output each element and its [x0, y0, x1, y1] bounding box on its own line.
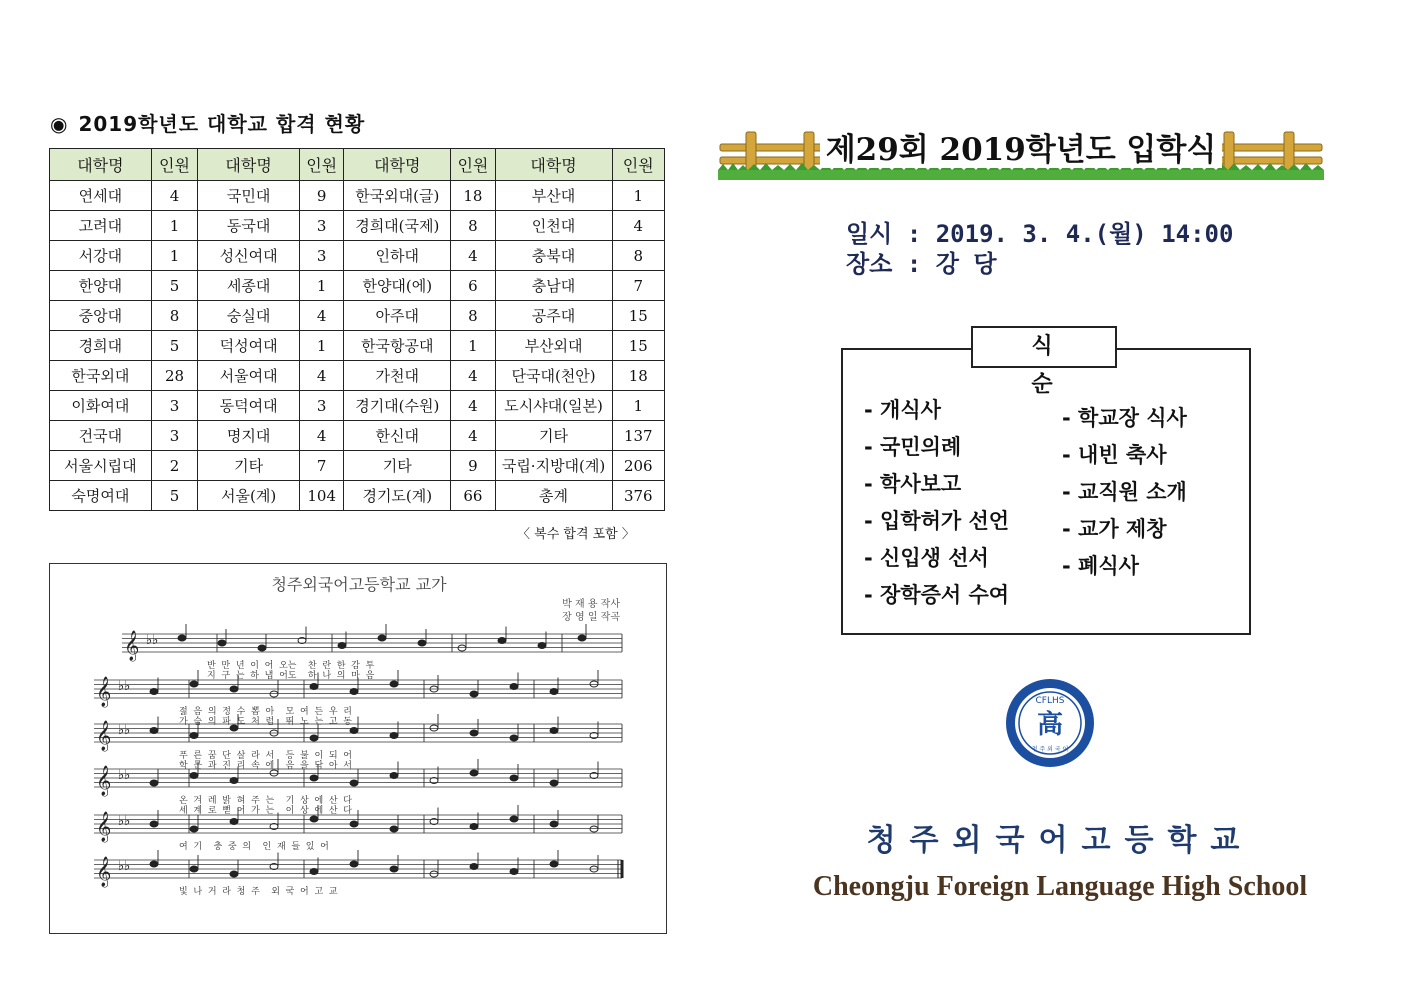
count-cell: 376 [612, 481, 664, 511]
count-cell: 1 [151, 211, 197, 241]
university-name-cell: 중앙대 [50, 301, 152, 331]
bullet-icon: ◉ [50, 112, 69, 136]
lyric-line: 반 만 년 이 어 오는 찬 란 한 감 투 [207, 661, 375, 671]
university-name-cell: 경희대(국제) [344, 211, 451, 241]
event-place: 장소 : 강 당 [846, 250, 997, 278]
count-cell: 206 [612, 451, 664, 481]
admissions-table [49, 148, 665, 511]
grass-strip [718, 170, 1324, 180]
order-list-right [1062, 400, 1187, 585]
count-cell: 8 [451, 301, 495, 331]
table-row [50, 331, 665, 361]
note-head [310, 775, 318, 781]
note-head [510, 775, 518, 781]
university-name-cell: 인하대 [344, 241, 451, 271]
lyric-line: 빛 나 거 라 청 주 외 국 어 고 교 [179, 887, 338, 897]
lyric-line: 학 문 과 진 리 속 에 음 을 닦 아 서 [179, 761, 352, 771]
note-head [310, 816, 318, 822]
note-head [338, 643, 346, 649]
lyric-line: 온 겨 레 밝 혀 주 는 기 상 에 산 다 [179, 796, 352, 806]
lyric-line: 가 슴 의 파 도 처 럼 뛰 노 는 고 동 [179, 717, 352, 727]
ceremony-order-item: - 개식사 [864, 398, 941, 422]
score-credits [562, 598, 620, 624]
note-head [350, 821, 358, 827]
note-head [230, 871, 238, 877]
note-head [350, 861, 358, 867]
composer-credit: 장 영 일 작곡 [562, 612, 620, 623]
note-head [190, 773, 198, 779]
count-cell: 3 [151, 421, 197, 451]
university-name-cell: 기타 [495, 421, 612, 451]
university-name-cell: 부산외대 [495, 331, 612, 361]
note-head [150, 821, 158, 827]
ceremony-order-item: - 교가 제창 [1062, 517, 1167, 541]
table-row [50, 181, 665, 211]
university-name-cell: 충북대 [495, 241, 612, 271]
university-name-cell: 한국외대 [50, 361, 152, 391]
university-name-cell: 경희대 [50, 331, 152, 361]
count-cell: 8 [451, 211, 495, 241]
university-name-cell: 명지대 [198, 421, 300, 451]
count-cell: 9 [300, 181, 344, 211]
note-head [390, 733, 398, 739]
university-name-cell: 부산대 [495, 181, 612, 211]
score-title: 청주외국어고등학교 교가 [271, 575, 447, 594]
note-head [218, 640, 226, 646]
count-cell: 1 [451, 331, 495, 361]
note-head [430, 725, 438, 731]
note-head [510, 735, 518, 741]
key-signature-icon: ♭♭ [118, 679, 131, 694]
count-cell: 4 [151, 181, 197, 211]
lyricist-credit: 박 재 용 작사 [562, 599, 620, 610]
university-name-cell: 건국대 [50, 421, 152, 451]
table-row [50, 271, 665, 301]
university-name-cell: 서울(계) [198, 481, 300, 511]
school-song-score [49, 563, 667, 934]
count-cell: 15 [612, 331, 664, 361]
ceremony-order-item: - 폐식사 [1062, 554, 1139, 578]
count-cell: 15 [612, 301, 664, 331]
table-header-row [50, 149, 665, 181]
note-head [178, 635, 186, 641]
note-head [150, 728, 158, 734]
table-header-cell: 인원 [612, 149, 664, 181]
table-row [50, 301, 665, 331]
ceremony-order-item: - 장학증서 수여 [864, 583, 1010, 607]
note-head [550, 689, 558, 695]
university-name-cell: 한양대 [50, 271, 152, 301]
note-head [470, 864, 478, 870]
lyric-line: 세 계 로 뻗 어 가 는 이 상 에 산 다 [179, 806, 352, 816]
note-head [590, 681, 598, 687]
school-emblem [1004, 677, 1096, 769]
count-cell: 8 [151, 301, 197, 331]
table-note: 〈 복수 합격 포함 〉 [517, 527, 635, 542]
table-row [50, 481, 665, 511]
count-cell: 18 [612, 361, 664, 391]
table-row [50, 241, 665, 271]
count-cell: 3 [300, 391, 344, 421]
count-cell: 1 [300, 271, 344, 301]
university-name-cell: 국민대 [198, 181, 300, 211]
university-name-cell: 이화여대 [50, 391, 152, 421]
note-head [390, 681, 398, 687]
ceremony-order-item: - 학교장 식사 [1062, 406, 1187, 430]
note-head [418, 640, 426, 646]
treble-clef-icon: 𝄞 [96, 857, 112, 887]
note-head [538, 643, 546, 649]
university-name-cell: 도시샤대(일본) [495, 391, 612, 421]
university-name-cell: 기타 [344, 451, 451, 481]
count-cell: 3 [300, 211, 344, 241]
count-cell: 4 [612, 211, 664, 241]
note-head [350, 780, 358, 786]
university-name-cell: 총계 [495, 481, 612, 511]
banner-title [718, 124, 1324, 169]
key-signature-icon: ♭♭ [118, 814, 131, 829]
table-header-cell: 대학명 [344, 149, 451, 181]
note-head [510, 684, 518, 690]
count-cell: 1 [612, 391, 664, 421]
university-name-cell: 가천대 [344, 361, 451, 391]
note-head [190, 733, 198, 739]
note-head [458, 645, 466, 651]
count-cell: 1 [151, 241, 197, 271]
count-cell: 18 [451, 181, 495, 211]
note-head [470, 770, 478, 776]
note-head [390, 773, 398, 779]
university-name-cell: 한국외대(글) [344, 181, 451, 211]
ceremony-order-item: - 내빈 축사 [1062, 443, 1167, 467]
note-head [270, 691, 278, 697]
university-name-cell: 숙명여대 [50, 481, 152, 511]
school-name-korean: 청주외국어고등학교 [866, 823, 1254, 858]
note-head [190, 866, 198, 872]
table-row [50, 211, 665, 241]
count-cell: 7 [300, 451, 344, 481]
count-cell: 4 [300, 361, 344, 391]
note-head [190, 826, 198, 832]
note-head [230, 778, 238, 784]
table-row [50, 391, 665, 421]
note-head [390, 866, 398, 872]
count-cell: 4 [451, 361, 495, 391]
note-head [510, 816, 518, 822]
count-cell: 4 [300, 421, 344, 451]
table-header-cell: 인원 [300, 149, 344, 181]
note-head [150, 689, 158, 695]
event-date: 일시 : 2019. 3. 4.(월) 14:00 [846, 220, 1234, 248]
treble-clef-icon: 𝄞 [96, 812, 112, 842]
ceremony-order-item: - 입학허가 선언 [864, 509, 1010, 533]
section-heading-text: 2019학년도 대학교 합격 현황 [78, 112, 366, 136]
count-cell: 7 [612, 271, 664, 301]
emblem-ring-text: 청 주 외 국 어 [1031, 746, 1069, 753]
count-cell: 6 [451, 271, 495, 301]
event-info [846, 219, 1233, 279]
banner-title-text: 제29회 2019학년도 입학식 [820, 132, 1223, 168]
note-head [230, 819, 238, 825]
lyric-line: 지 구 는 하 냅 어도 하 나 의 마 음 [207, 671, 375, 681]
table-header-cell: 대학명 [198, 149, 300, 181]
count-cell: 3 [300, 241, 344, 271]
university-name-cell: 숭실대 [198, 301, 300, 331]
note-head [390, 826, 398, 832]
note-head [310, 869, 318, 875]
university-name-cell: 성신여대 [198, 241, 300, 271]
note-head [310, 684, 318, 690]
note-head [590, 826, 598, 832]
count-cell: 66 [451, 481, 495, 511]
note-head [150, 861, 158, 867]
university-name-cell: 한신대 [344, 421, 451, 451]
table-row [50, 451, 665, 481]
note-head [550, 861, 558, 867]
treble-clef-icon: 𝄞 [124, 631, 140, 661]
table-header-cell: 대학명 [50, 149, 152, 181]
university-name-cell: 서울시립대 [50, 451, 152, 481]
ceremony-order-item: - 신입생 선서 [864, 546, 989, 570]
treble-clef-icon: 𝄞 [96, 721, 112, 751]
lyric-line: 푸 른 꿈 단 살 라 서 등 불 이 되 어 [179, 751, 352, 761]
count-cell: 3 [151, 391, 197, 421]
order-list-left [864, 392, 1009, 614]
treble-clef-icon: 𝄞 [96, 766, 112, 796]
count-cell: 5 [151, 331, 197, 361]
note-head [550, 728, 558, 734]
note-head [470, 730, 478, 736]
key-signature-icon: ♭♭ [146, 633, 159, 648]
key-signature-icon: ♭♭ [118, 859, 131, 874]
note-head [470, 824, 478, 830]
count-cell: 1 [612, 181, 664, 211]
note-head [350, 728, 358, 734]
ceremony-order-item: - 학사보고 [864, 472, 962, 496]
note-head [190, 681, 198, 687]
key-signature-icon: ♭♭ [118, 723, 131, 738]
count-cell: 2 [151, 451, 197, 481]
ceremony-order-item: - 국민의례 [864, 435, 962, 459]
university-name-cell: 덕성여대 [198, 331, 300, 361]
table-body [50, 181, 665, 511]
note-head [310, 735, 318, 741]
university-name-cell: 고려대 [50, 211, 152, 241]
count-cell: 5 [151, 271, 197, 301]
school-name-english: Cheongju Foreign Language High School [812, 871, 1308, 902]
count-cell: 4 [451, 241, 495, 271]
university-name-cell: 충남대 [495, 271, 612, 301]
section-heading [50, 108, 365, 137]
ceremony-order-item: - 교직원 소개 [1062, 480, 1187, 504]
note-head [470, 691, 478, 697]
university-name-cell: 서울여대 [198, 361, 300, 391]
table-header-cell: 인원 [151, 149, 197, 181]
note-head [550, 780, 558, 786]
count-cell: 4 [451, 421, 495, 451]
count-cell: 8 [612, 241, 664, 271]
note-head [550, 821, 558, 827]
ceremony-order-label: 식 순 [971, 326, 1117, 368]
lyric-line: 젊 음 의 정 수 뽐 아 모 여 든 우 리 [179, 707, 352, 717]
note-head [510, 869, 518, 875]
table-row [50, 421, 665, 451]
lyric-line: 여 기 충 중 의 인 재 들 있 어 [179, 842, 329, 852]
university-name-cell: 경기대(수원) [344, 391, 451, 421]
table-row [50, 361, 665, 391]
note-head [430, 871, 438, 877]
university-name-cell: 서강대 [50, 241, 152, 271]
university-name-cell: 경기도(계) [344, 481, 451, 511]
count-cell: 5 [151, 481, 197, 511]
note-head [498, 638, 506, 644]
treble-clef-icon: 𝄞 [96, 677, 112, 707]
university-name-cell: 공주대 [495, 301, 612, 331]
university-name-cell: 연세대 [50, 181, 152, 211]
count-cell: 137 [612, 421, 664, 451]
university-name-cell: 한국항공대 [344, 331, 451, 361]
count-cell: 9 [451, 451, 495, 481]
count-cell: 4 [451, 391, 495, 421]
university-name-cell: 기타 [198, 451, 300, 481]
note-head [578, 635, 586, 641]
university-name-cell: 아주대 [344, 301, 451, 331]
count-cell: 4 [300, 301, 344, 331]
emblem-top-text: CFLHS [1035, 696, 1065, 706]
count-cell: 28 [151, 361, 197, 391]
university-name-cell: 인천대 [495, 211, 612, 241]
table-header-cell: 대학명 [495, 149, 612, 181]
note-head [378, 635, 386, 641]
note-head [230, 686, 238, 692]
emblem-center-char: 高 [1036, 710, 1064, 740]
note-head [258, 645, 266, 651]
count-cell: 104 [300, 481, 344, 511]
table-header-cell: 인원 [451, 149, 495, 181]
note-head [150, 780, 158, 786]
count-cell: 1 [300, 331, 344, 361]
university-name-cell: 국립·지방대(계) [495, 451, 612, 481]
university-name-cell: 동덕여대 [198, 391, 300, 421]
university-name-cell: 단국대(천안) [495, 361, 612, 391]
university-name-cell: 세종대 [198, 271, 300, 301]
key-signature-icon: ♭♭ [118, 768, 131, 783]
university-name-cell: 동국대 [198, 211, 300, 241]
university-name-cell: 한양대(에) [344, 271, 451, 301]
note-head [350, 689, 358, 695]
